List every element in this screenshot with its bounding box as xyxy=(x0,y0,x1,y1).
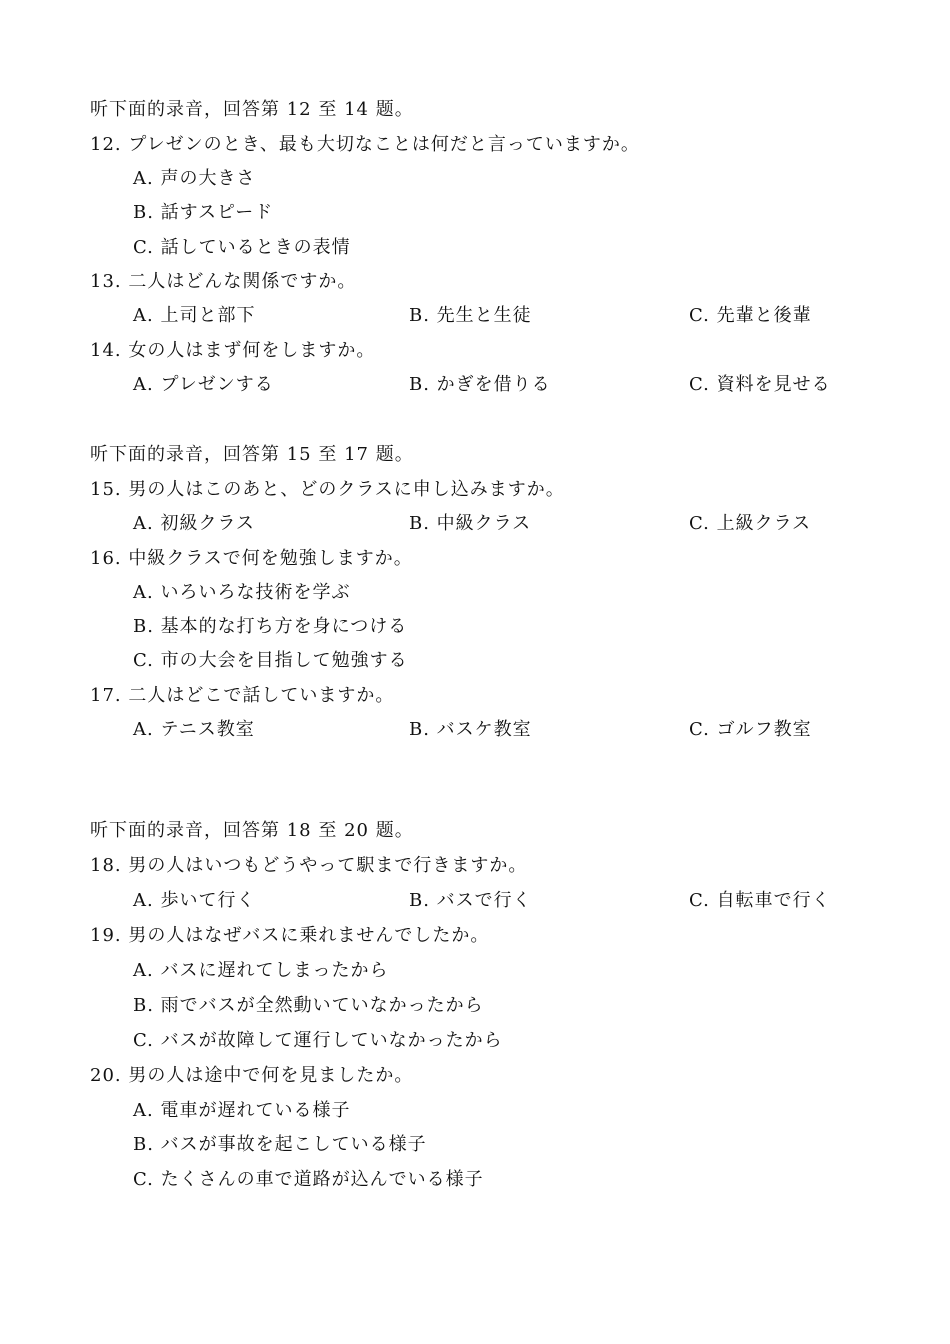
question-17-option-c: C. ゴルフ教室 xyxy=(689,719,812,740)
question-13-option-a: A. 上司と部下 xyxy=(133,305,256,326)
question-15-option-a: A. 初級クラス xyxy=(133,513,255,534)
section-instruction-12-14: 听下面的录音，回答第 12 至 14 题。 xyxy=(90,99,414,120)
question-15: 15. 男の人はこのあと、どのクラスに申し込みますか。 xyxy=(90,479,565,500)
question-20-option-a: A. 電車が遅れている様子 xyxy=(133,1100,351,1121)
question-20: 20. 男の人は途中で何を見ましたか。 xyxy=(90,1065,414,1086)
question-20-option-b: B. バスが事故を起こしている様子 xyxy=(133,1134,427,1155)
question-19-option-b: B. 雨でバスが全然動いていなかったから xyxy=(133,995,484,1016)
question-15-option-b: B. 中級クラス xyxy=(409,513,532,534)
question-18-option-a: A. 歩いて行く xyxy=(133,890,256,911)
section-instruction-18-20: 听下面的录音，回答第 18 至 20 题。 xyxy=(90,820,414,841)
question-16: 16. 中級クラスで何を勉強しますか。 xyxy=(90,548,413,569)
question-13-option-b: B. 先生と生徒 xyxy=(409,305,532,326)
question-18-option-c: C. 自転車で行く xyxy=(689,890,831,911)
question-14-option-a: A. プレゼンする xyxy=(133,374,274,395)
question-14-option-b: B. かぎを借りる xyxy=(409,374,551,395)
question-18: 18. 男の人はいつもどうやって駅まで行きますか。 xyxy=(90,855,528,876)
question-19: 19. 男の人はなぜバスに乗れませんでしたか。 xyxy=(90,925,490,946)
question-16-option-b: B. 基本的な打ち方を身につける xyxy=(133,616,408,637)
question-14-option-c: C. 資料を見せる xyxy=(689,374,831,395)
section-instruction-15-17: 听下面的录音，回答第 15 至 17 题。 xyxy=(90,444,414,465)
question-13-option-c: C. 先輩と後輩 xyxy=(689,305,812,326)
question-13: 13. 二人はどんな関係ですか。 xyxy=(90,271,357,292)
question-18-option-b: B. バスで行く xyxy=(409,890,532,911)
question-17: 17. 二人はどこで話していますか。 xyxy=(90,685,395,706)
question-20-option-c: C. たくさんの車で道路が込んでいる様子 xyxy=(133,1169,484,1190)
question-19-option-c: C. バスが故障して運行していなかったから xyxy=(133,1030,503,1051)
question-19-option-a: A. バスに遅れてしまったから xyxy=(133,960,389,981)
question-12-option-a: A. 声の大きさ xyxy=(133,168,256,189)
question-12-option-b: B. 話すスピード xyxy=(133,202,274,223)
question-16-option-a: A. いろいろな技術を学ぶ xyxy=(133,582,351,603)
question-14: 14. 女の人はまず何をしますか。 xyxy=(90,340,376,361)
question-15-option-c: C. 上級クラス xyxy=(689,513,812,534)
question-16-option-c: C. 市の大会を目指して勉強する xyxy=(133,650,408,671)
question-17-option-a: A. テニス教室 xyxy=(133,719,255,740)
question-12: 12. プレゼンのとき、最も大切なことは何だと言っていますか。 xyxy=(90,134,640,155)
question-12-option-c: C. 話しているときの表情 xyxy=(133,237,351,258)
question-17-option-b: B. バスケ教室 xyxy=(409,719,532,740)
